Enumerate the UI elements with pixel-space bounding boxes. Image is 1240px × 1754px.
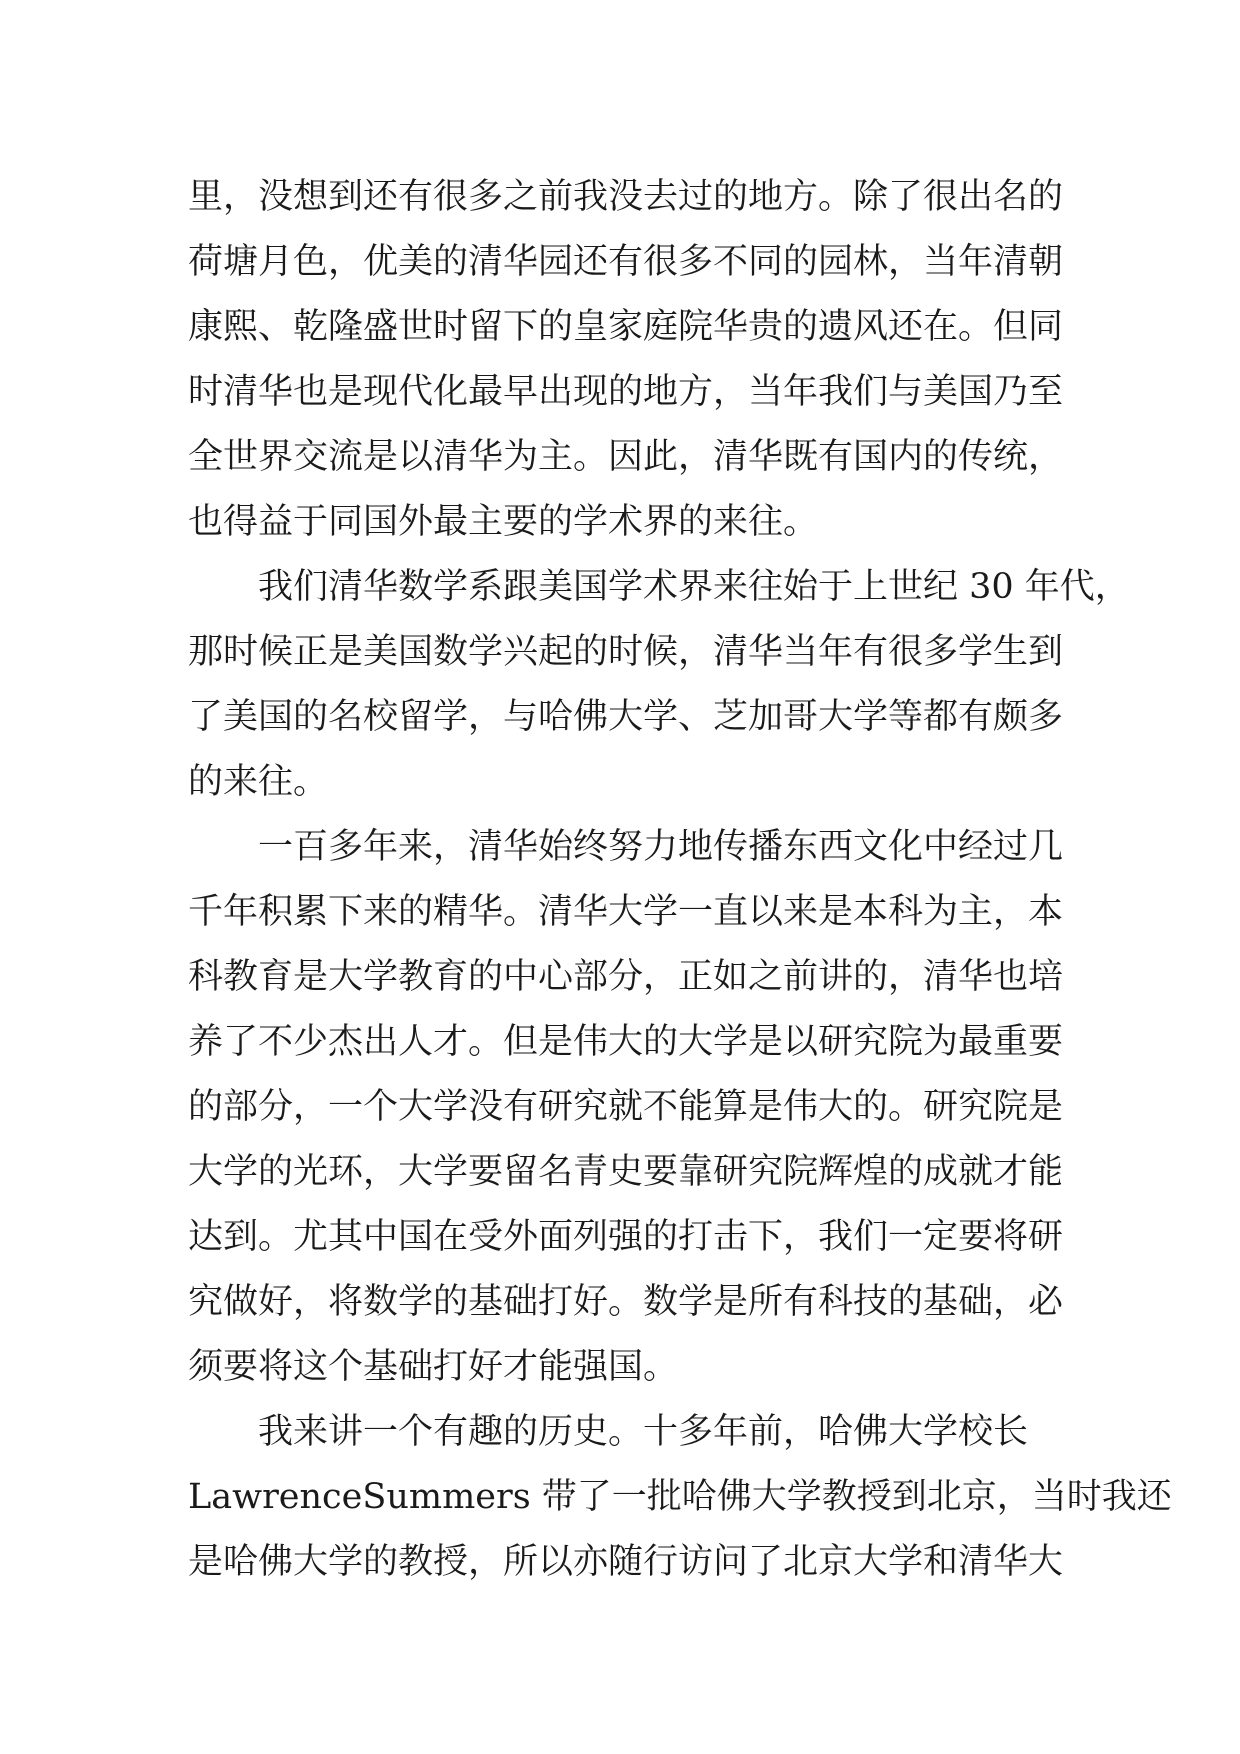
- paragraph-line: 康熙、乾隆盛世时留下的皇家庭院华贵的遗风还在。但同: [188, 307, 1064, 347]
- paragraph-line: 了美国的名校留学，与哈佛大学、芝加哥大学等都有颇多: [188, 697, 1064, 737]
- paragraph-line: LawrenceSummers 带了一批哈佛大学教授到北京，当时我还: [188, 1477, 1172, 1517]
- paragraph-line: 时清华也是现代化最早出现的地方，当年我们与美国乃至: [188, 372, 1064, 412]
- paragraph-line: 一百多年来，清华始终努力地传播东西文化中经过几: [258, 827, 1064, 867]
- paragraph-line: 全世界交流是以清华为主。因此，清华既有国内的传统，: [188, 437, 1064, 477]
- paragraph-line: 荷塘月色，优美的清华园还有很多不同的园林，当年清朝: [188, 242, 1064, 282]
- paragraph-line: 须要将这个基础打好才能强国。: [188, 1347, 679, 1387]
- paragraph-1: [188, 165, 1064, 555]
- document-body: [188, 165, 1172, 1595]
- paragraph-line: 大学的光环，大学要留名青史要靠研究院辉煌的成就才能: [188, 1152, 1064, 1192]
- paragraph-line: 的部分，一个大学没有研究就不能算是伟大的。研究院是: [188, 1087, 1064, 1127]
- paragraph-line: 是哈佛大学的教授，所以亦随行访问了北京大学和清华大: [188, 1542, 1064, 1582]
- paragraph-4: [188, 1400, 1172, 1595]
- paragraph-2: [188, 555, 1130, 815]
- paragraph-line: 养了不少杰出人才。但是伟大的大学是以研究院为最重要: [188, 1022, 1064, 1062]
- paragraph-line: 科教育是大学教育的中心部分，正如之前讲的，清华也培: [188, 957, 1064, 997]
- paragraph-line: 我来讲一个有趣的历史。十多年前，哈佛大学校长: [258, 1412, 1029, 1452]
- paragraph-line: 也得益于同国外最主要的学术界的来往。: [188, 502, 819, 542]
- paragraph-line: 千年积累下来的精华。清华大学一直以来是本科为主，本: [188, 892, 1064, 932]
- paragraph-line: 我们清华数学系跟美国学术界来往始于上世纪 30 年代，: [258, 567, 1130, 607]
- paragraph-line: 那时候正是美国数学兴起的时候，清华当年有很多学生到: [188, 632, 1064, 672]
- paragraph-line: 的来往。: [188, 762, 329, 802]
- paragraph-line: 达到。尤其中国在受外面列强的打击下，我们一定要将研: [188, 1217, 1064, 1257]
- paragraph-3: [188, 815, 1064, 1400]
- paragraph-line: 里，没想到还有很多之前我没去过的地方。除了很出名的: [188, 177, 1064, 217]
- paragraph-line: 究做好，将数学的基础打好。数学是所有科技的基础，必: [188, 1282, 1064, 1322]
